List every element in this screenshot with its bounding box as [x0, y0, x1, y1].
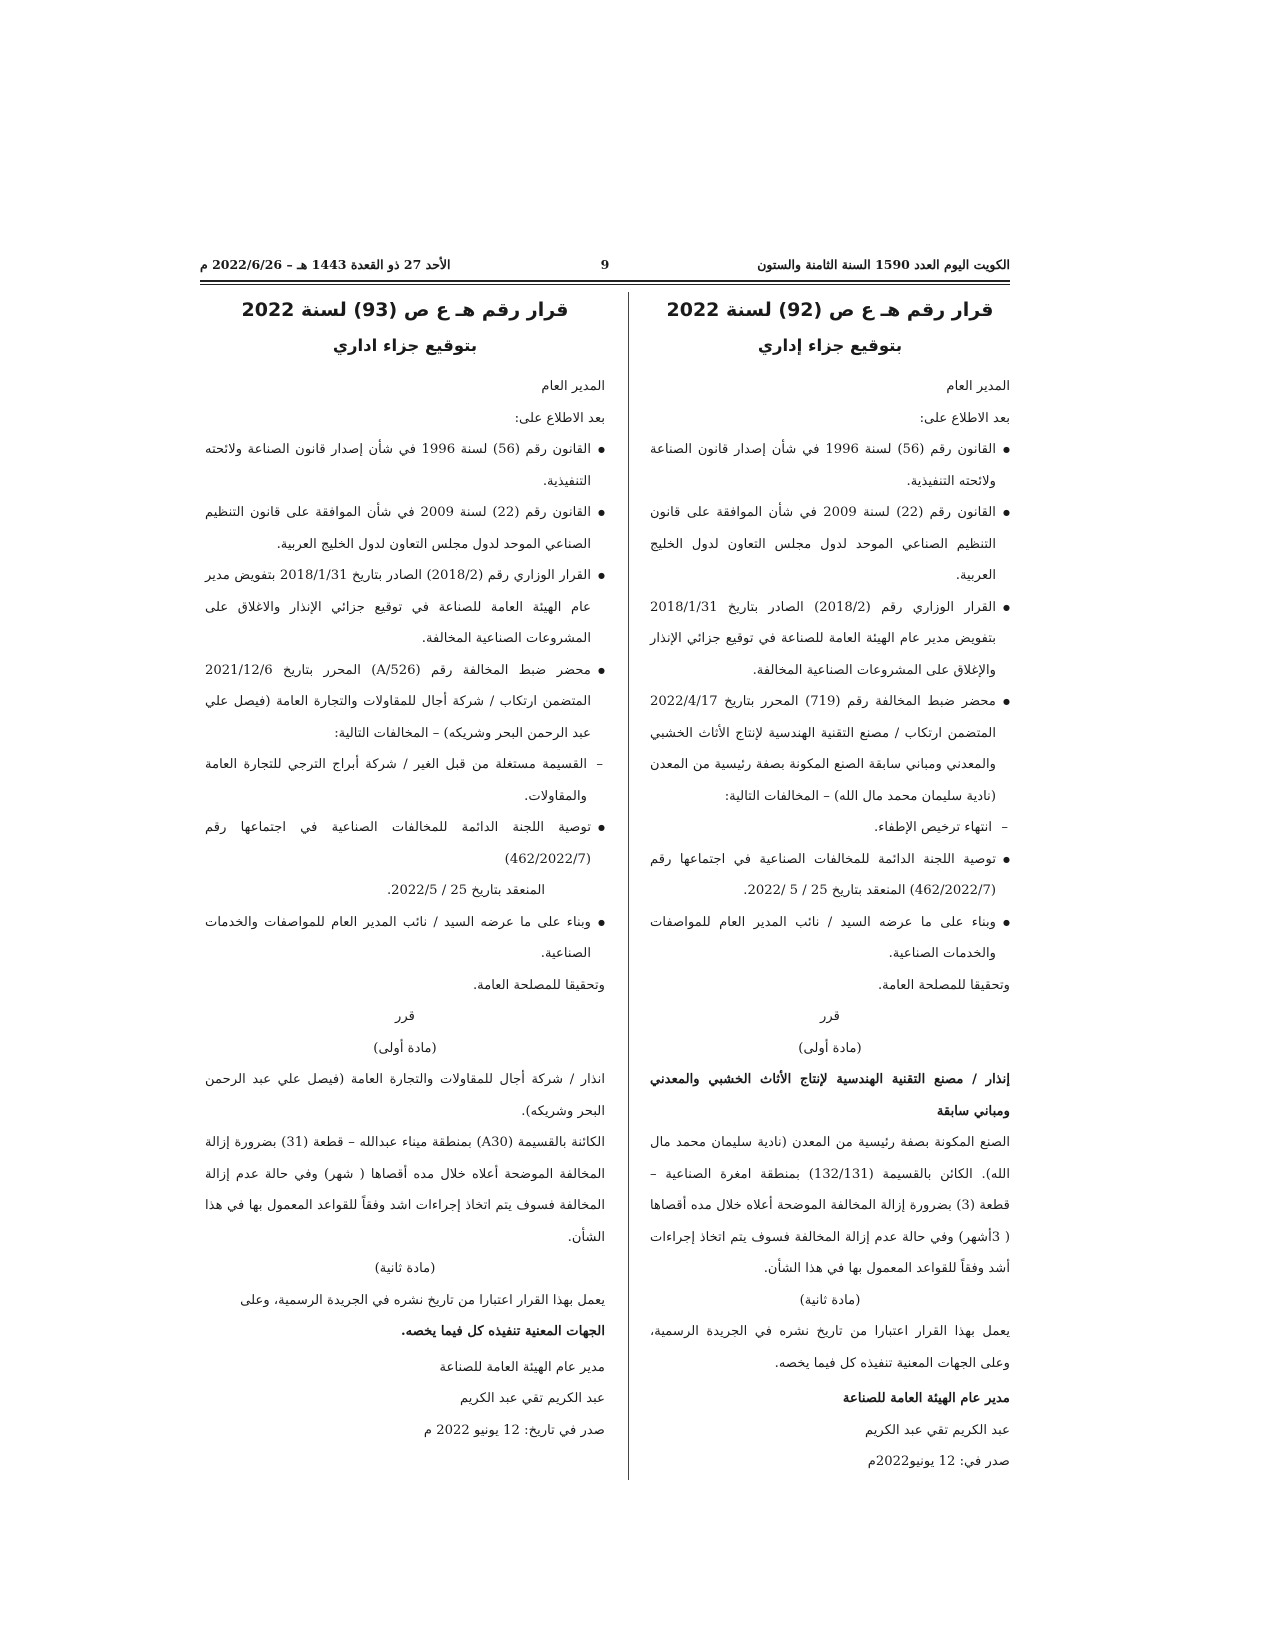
- decided-label: قرر: [395, 1009, 415, 1024]
- issued-date: صدر في: 12 يونيو2022م: [867, 1454, 1010, 1469]
- bullet-ministerial-decision: ● القرار الوزاري رقم (2018/2) الصادر بتاريخ 2018/1/31 بتفويض مدير عام الهيئة العامة للصناعة في توقيع جزائي الإنذار والاغلاق على المشروعات الصناعية المخالفة.: [205, 560, 605, 655]
- after-review-label: بعد الاطلاع على:: [919, 410, 1010, 426]
- article-2-body: يعمل بهذا القرار اعتبارا من تاريخ نشره في الجريدة الرسمية، وعلى: [240, 1292, 605, 1308]
- bullet-law-22: ● القانون رقم (22) لسنة 2009 في شأن الموافقة على قانون التنظيم الصناعي الموحد لدول مجلس التعاون لدول الخليج العربية.: [205, 497, 605, 560]
- decision-92-subtitle: بتوقيع جزاء إداري: [757, 336, 903, 355]
- article-1-body: انذار / شركة أجال للمقاولات والتجارة العامة (فيصل علي عبد الرحمن البحر وشريكه).: [205, 1072, 605, 1119]
- bullet-violation-report: ● محضر ضبط المخالفة رقم (719) المحرر بتاريخ 2022/4/17 المتضمن ارتكاب / مصنع التقنية الهندسية لإنتاج الأثاث الخشبي والمعدني ومباني سابقة الصنع المكونة بصفة رئيسية من المعدن (نادية سليمان محمد مال الله) – المخالفات التالية:: [650, 686, 1010, 812]
- violation-item: – انتهاء ترخيص الإطفاء.: [650, 812, 1010, 844]
- decision-93-column: [205, 295, 605, 1446]
- bullet-ministerial-decision: ● القرار الوزاري رقم (2018/2) الصادر بتاريخ 2018/1/31 بتفويض مدير عام الهيئة العامة للصناعة في توقيع جزائي الإنذار والإغلاق على المشروعات الصناعية المخالفة.: [650, 592, 1010, 687]
- header-rule-thin: [200, 284, 1010, 285]
- article-1-heading: (مادة أولى): [373, 1040, 437, 1056]
- article-1-bold-line: إنذار / مصنع التقنية الهندسية لإنتاج الأثاث الخشبي والمعدني ومباني سابقة: [650, 1072, 1010, 1119]
- decision-93-title: قرار رقم هـ ع ص (93) لسنة 2022: [241, 299, 569, 321]
- bullet-committee-recommendation: ● توصية اللجنة الدائمة للمخالفات الصناعية في اجتماعها رقم (462/2022/7) المنعقد بتاريخ 25 / 5 /2022.: [650, 844, 1010, 907]
- article-1-body-location: الكائنة بالقسيمة (A30) بمنطقة ميناء عبدالله – قطعة (31) بضرورة إزالة المخالفة الموضحة أعلاه خلال مده أقصاها ( شهر) وفي حالة عدم إزالة المخالفة فسوف يتم اتخاذ إجراءات اشد وفقاً للقواعد المعمول بها في هذا الشأن.: [205, 1135, 605, 1245]
- signature-title: مدير عام الهيئة العامة للصناعة: [842, 1391, 1010, 1406]
- decision-92-title: قرار رقم هـ ع ص (92) لسنة 2022: [666, 299, 994, 321]
- violation-item: – القسيمة مستغلة من قبل الغير / شركة أبراج الترجي للتجارة العامة والمقاولات.: [205, 749, 605, 812]
- article-2-body-cont: الجهات المعنية تنفيذه كل فيما يخصه.: [401, 1324, 605, 1339]
- decision-93-subtitle: بتوقيع جزاء اداري: [332, 336, 478, 355]
- public-interest: وتحقيقا للمصلحة العامة.: [877, 977, 1010, 993]
- header-date: الأحد 27 ذو القعدة 1443 هـ – 2022/6/26 م: [200, 257, 451, 272]
- bullet-law-56: ● القانون رقم (56) لسنة 1996 في شأن إصدار قانون الصناعة ولائحته التنفيذية.: [650, 434, 1010, 497]
- issued-date: صدر في تاريخ: 12 يونيو 2022 م: [423, 1422, 605, 1438]
- decision-92-column: [650, 295, 1010, 1478]
- column-divider: [628, 292, 629, 1480]
- signature-name: عبد الكريم تقي عبد الكريم: [864, 1422, 1010, 1438]
- header-rule-thick: [200, 280, 1010, 282]
- bullet-deputy-proposal: ● وبناء على ما عرضه السيد / نائب المدير العام للمواصفات والخدمات الصناعية.: [205, 907, 605, 970]
- director-label: المدير العام: [541, 379, 605, 394]
- signature-name: عبد الكريم تقي عبد الكريم: [459, 1391, 605, 1406]
- header-issue-info: الكويت اليوم العدد 1590 السنة الثامنة والستون: [757, 257, 1010, 272]
- article-2-body: يعمل بهذا القرار اعتبارا من تاريخ نشره في الجريدة الرسمية، وعلى الجهات المعنية تنفيذه كل فيما يخصه.: [650, 1324, 1010, 1371]
- article-1-heading: (مادة أولى): [798, 1040, 862, 1056]
- article-1-body: الصنع المكونة بصفة رئيسية من المعدن (نادية سليمان محمد مال الله). الكائن بالقسيمة (132/131) بمنطقة امغرة الصناعية – قطعة (3) بضرورة إزالة المخالفة الموضحة أعلاه خلال مده أقصاها ( 3أشهر) وفي حالة عدم إزالة المخالفة فسوف يتم اتخاذ إجراءات أشد وفقاً للقواعد المعمول بها في هذا الشأن.: [650, 1135, 1010, 1276]
- bullet-law-56: ● القانون رقم (56) لسنة 1996 في شأن إصدار قانون الصناعة ولائحته التنفيذية.: [205, 434, 605, 497]
- after-review-label: بعد الاطلاع على:: [514, 410, 605, 426]
- page-number: 9: [600, 257, 610, 272]
- public-interest: وتحقيقا للمصلحة العامة.: [472, 977, 605, 993]
- bullet-law-22: ● القانون رقم (22) لسنة 2009 في شأن الموافقة على قانون التنظيم الصناعي الموحد لدول مجلس التعاون لدول الخليج العربية.: [650, 497, 1010, 592]
- bullet-committee-recommendation: ● توصية اللجنة الدائمة للمخالفات الصناعية في اجتماعها رقم (462/2022/7): [205, 812, 605, 875]
- article-2-heading: (مادة ثانية): [374, 1261, 436, 1276]
- bullet-deputy-proposal: ● وبناء على ما عرضه السيد / نائب المدير العام للمواصفات والخدمات الصناعية.: [650, 907, 1010, 970]
- bullet-violation-report: ● محضر ضبط المخالفة رقم (A/526) المحرر بتاريخ 2021/12/6 المتضمن ارتكاب / شركة أجال للمقاولات والتجارة العامة (فيصل علي عبد الرحمن البحر وشريكه) – المخالفات التالية:: [205, 655, 605, 750]
- signature-title: مدير عام الهيئة العامة للصناعة: [439, 1359, 605, 1375]
- article-2-heading: (مادة ثانية): [799, 1292, 861, 1308]
- committee-date: المنعقد بتاريخ 25 / 2022/5.: [386, 883, 545, 898]
- director-label: المدير العام: [946, 379, 1010, 394]
- decided-label: قرر: [820, 1009, 840, 1024]
- page-header: [200, 257, 1010, 275]
